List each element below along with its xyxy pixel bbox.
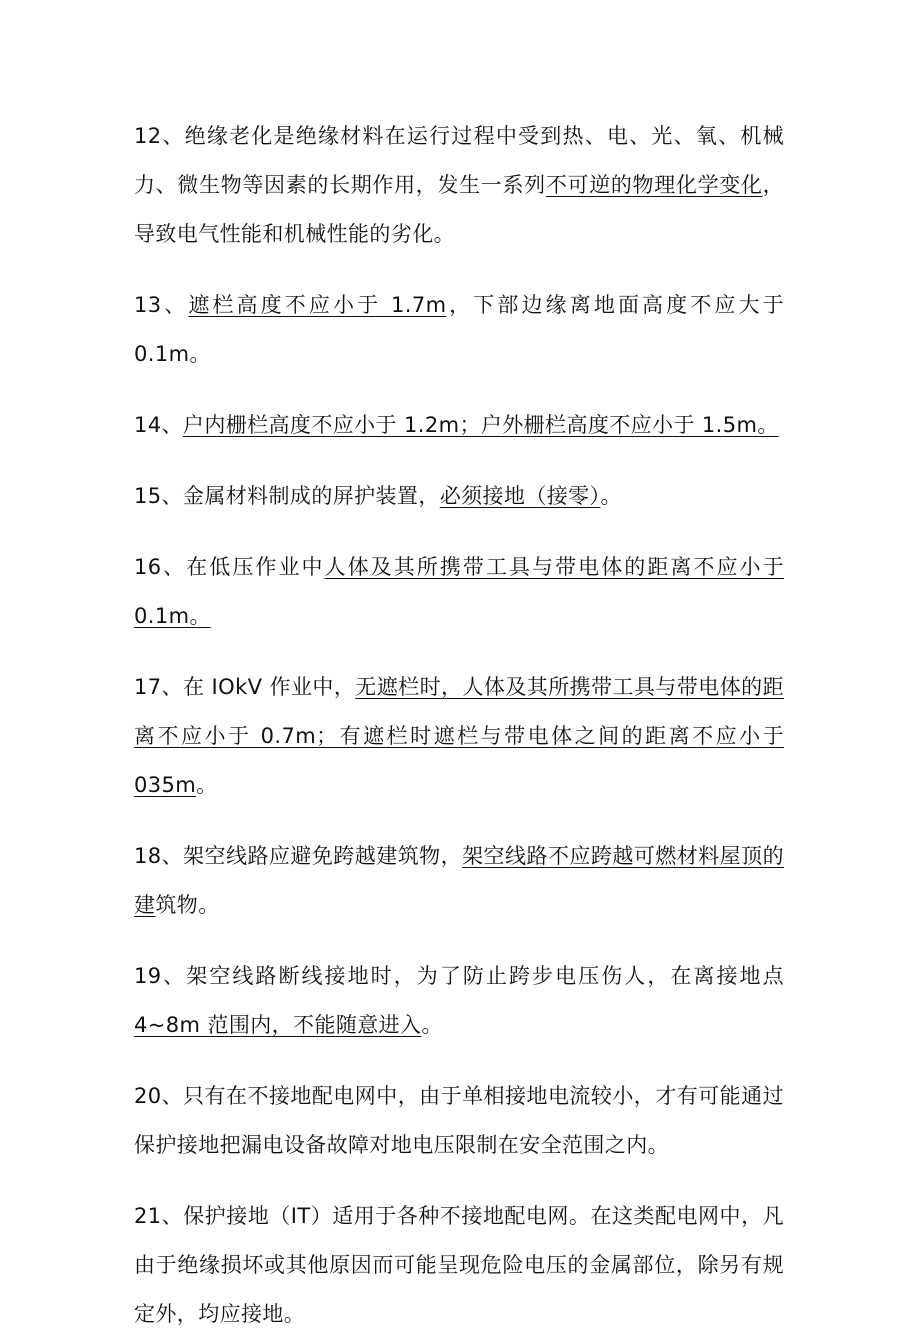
item-text: 20、只有在不接地配电网中，由于单相接地电流较小，才有可能通过保护接地把漏电设备故障对地电压限制在安全范围之内。 bbox=[134, 1084, 784, 1157]
item-text: 21、保护接地（IT）适用于各种不接地配电网。在这类配电网中，凡由于绝缘损坏或其他原因而可能呈现危险电压的金属部位，除另有规定外，均应接地。 bbox=[134, 1204, 784, 1326]
item-text: 19、架空线路断线接地时，为了防止跨步电压伤人，在离接地点 bbox=[134, 964, 784, 988]
item-text: 。 bbox=[421, 1013, 443, 1037]
underlined-answer: 架空线路不应跨越可燃材料屋顶的建 bbox=[134, 844, 784, 917]
underlined-answer: 不可逆的物理化学变化 bbox=[545, 173, 763, 197]
item-text: 18、架空线路应避免跨越建筑物， bbox=[134, 844, 463, 868]
list-item-12 bbox=[134, 112, 784, 259]
list-item-20 bbox=[134, 1072, 784, 1170]
list-item-18 bbox=[134, 832, 784, 930]
item-text: 筑物。 bbox=[155, 893, 220, 917]
list-item-15 bbox=[134, 472, 784, 521]
item-text: 17、在 IOkV 作业中， bbox=[134, 675, 356, 699]
item-text: 16、在低压作业中 bbox=[134, 555, 325, 579]
underlined-answer: 户内栅栏高度不应小于 1.2m；户外栅栏高度不应小于 1.5m。 bbox=[182, 413, 779, 437]
item-text: 13、 bbox=[134, 293, 189, 317]
item-text: ，下部边缘离地面高度不应大于 0.1m。 bbox=[134, 293, 784, 366]
item-text: 15、金属材料制成的屏护装置， bbox=[134, 484, 440, 508]
underlined-answer: 无遮栏时，人体及其所携带工具与带电体的距离不应小于 0.7m；有遮栏时遮栏与带电体之间的距离不应小于 035m bbox=[134, 675, 785, 797]
list-item-21 bbox=[134, 1192, 784, 1339]
underlined-answer: 遮栏高度不应小于 1.7m bbox=[188, 293, 447, 317]
item-text: 14、 bbox=[134, 413, 183, 437]
item-text: 。 bbox=[196, 773, 218, 797]
underlined-answer: 4~8m 范围内，不能随意进入 bbox=[134, 1013, 422, 1037]
underlined-answer: 人体及其所携带工具与带电体的距离不应小于 0.1m。 bbox=[134, 555, 784, 628]
list-item-19 bbox=[134, 952, 784, 1050]
item-text: ，导致电气性能和机械性能的劣化。 bbox=[134, 173, 785, 246]
document-page bbox=[134, 112, 784, 1339]
item-text: 12、绝缘老化是绝缘材料在运行过程中受到热、电、光、氧、机械力、微生物等因素的长期作用，发生一系列 bbox=[134, 124, 784, 197]
item-text: 。 bbox=[600, 484, 622, 508]
list-item-13 bbox=[134, 281, 784, 379]
list-item-17 bbox=[134, 663, 784, 810]
list-item-16 bbox=[134, 543, 784, 641]
underlined-answer: 必须接地（接零） bbox=[439, 484, 601, 508]
list-item-14 bbox=[134, 401, 784, 450]
